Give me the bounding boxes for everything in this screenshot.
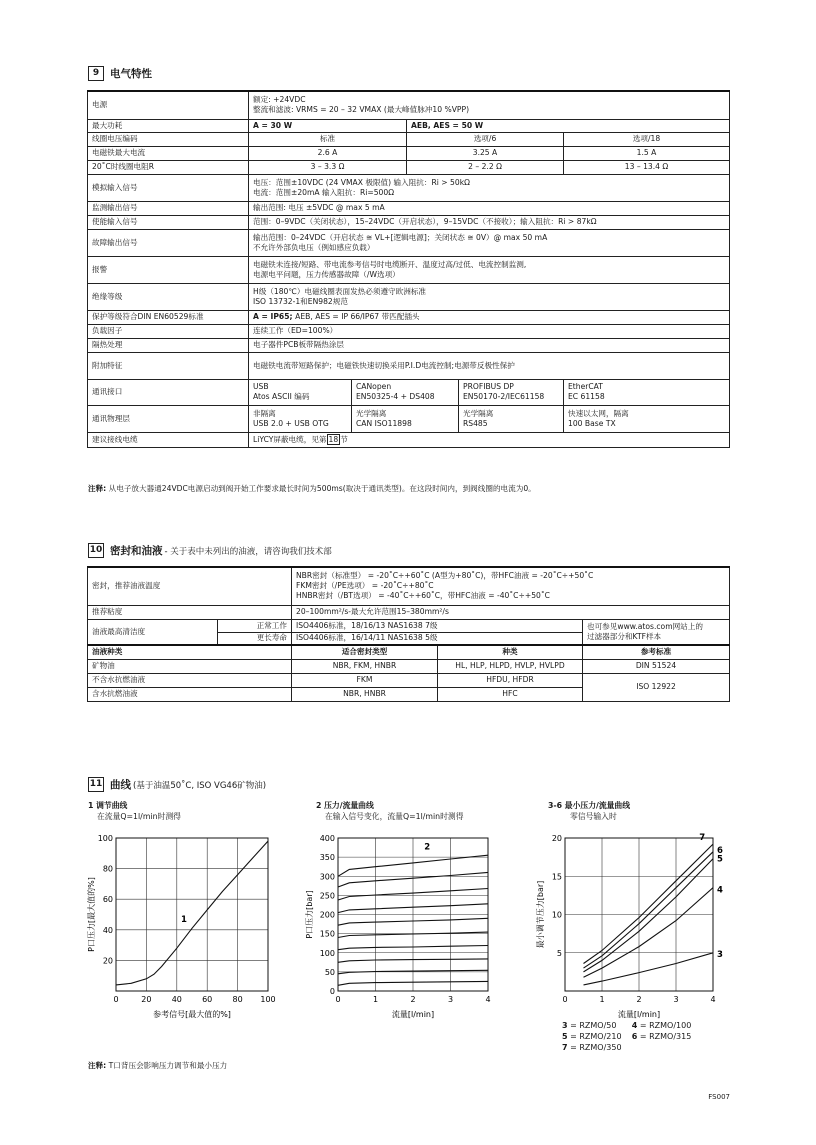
row-label: 建议接线电缆	[88, 432, 249, 447]
table-row	[88, 215, 730, 229]
y-tick-label: 350	[319, 853, 335, 863]
fluid-seal: NBR, HNBR	[292, 687, 438, 701]
y-tick-label: 100	[319, 948, 335, 958]
section-number: 10	[88, 543, 104, 558]
x-tick-label: 2	[410, 995, 416, 1004]
series-line	[584, 888, 714, 978]
x-tick-label: 100	[260, 995, 276, 1004]
electrical-table	[87, 90, 730, 448]
fluid-name: 矿物油	[88, 659, 292, 673]
table-row	[88, 605, 730, 619]
row-value: 选项/6	[407, 132, 564, 146]
regulation-chart	[82, 828, 282, 1023]
chart-3-legend: 3 = RZMO/50 4 = RZMO/100 5 = RZMO/210 6 = RZMO/315 7 = RZMO/350	[562, 1021, 692, 1052]
x-tick-label: 3	[447, 995, 454, 1004]
row-value: EtherCAT EC 61158	[564, 379, 730, 405]
section-number: 9	[88, 66, 104, 81]
document-code: FS007	[708, 1093, 730, 1101]
y-tick-label: 15	[551, 872, 562, 882]
table-row	[88, 659, 730, 673]
chart-2-caption: 2 压力/流量曲线 在输入信号变化，流量Q=1l/min时测得	[316, 801, 464, 821]
row-label: 密封，推荐油液温度	[88, 567, 292, 605]
x-tick-label: 40	[171, 995, 182, 1004]
row-value: A = 30 W	[249, 119, 407, 132]
row-label: 模拟输入信号	[88, 174, 249, 201]
table-row	[88, 338, 730, 352]
row-label: 隔热处理	[88, 338, 249, 352]
row-value: 电子器件PCB板带隔热涂层	[249, 338, 730, 352]
row-value: 也可参见www.atos.com网站上的 过滤器部分和KTF样本	[583, 619, 730, 645]
section-subtitle: - 关于表中未列出的油液，请咨询我们技术部	[164, 546, 332, 557]
section-subtitle: (基于油温50˚C, ISO VG46矿物油)	[133, 780, 267, 791]
y-tick-label: 20	[102, 956, 113, 966]
table-row	[88, 146, 730, 160]
row-label: 报警	[88, 256, 249, 283]
row-value: 选项/18	[564, 132, 730, 146]
fluid-class: HL, HLP, HLPD, HVLP, HVLPD	[438, 659, 583, 673]
table-row	[88, 174, 730, 201]
row-value: ISO4406标准，16/14/11 NAS1638 5级	[292, 632, 583, 645]
row-label: 绝缘等级	[88, 283, 249, 310]
x-tick-label: 2	[636, 995, 642, 1004]
x-tick-label: 0	[113, 995, 119, 1004]
y-tick-label: 40	[102, 925, 113, 935]
y-tick-label: 100	[97, 834, 113, 843]
section-title: 曲线	[110, 779, 131, 791]
row-label: 油液最高清洁度	[88, 619, 218, 645]
row-value: 1.5 A	[564, 146, 730, 160]
row-value: 电磁铁未连接/短路、带电流参考信号时电缆断开、温度过高/过低、电流控制监测, 电源电平问题，压力传感器故障（/W选项）	[249, 256, 730, 283]
section-10-heading	[88, 543, 332, 558]
row-value: 范围：0–9VDC（关闭状态），15–24VDC（开启状态），9–15VDC（不接收）；输入阻抗：Ri > 87kΩ	[249, 215, 730, 229]
y-tick-label: 200	[319, 910, 335, 920]
row-value: H级（180℃）电磁线圈表面发热必须遵守欧洲标准 ISO 13732-1和EN982规范	[249, 283, 730, 310]
row-value: NBR密封（标准型） = -20˚C÷+60˚C (A型为+80˚C)，带HFC油液 = -20˚C÷+50˚C FKM密封（/PE选项） = -20˚C÷+80˚C HNBR密封（/BT选项） = -40˚C÷+60˚C，带HFC油液 = -40˚C÷+50˚C	[292, 567, 730, 605]
row-label: 20˚C时线圈电阻R	[88, 160, 249, 174]
row-value: 输出范围: 电压 ±5VDC @ max 5 mA	[249, 201, 730, 215]
y-tick-label: 300	[319, 872, 335, 882]
y-tick-label: 80	[102, 864, 113, 874]
y-tick-label: 50	[324, 967, 335, 977]
x-tick-label: 0	[335, 995, 341, 1004]
chart-1-caption: 1 调节曲线 在流量Q=1l/min时测得	[88, 801, 181, 821]
row-value: 光学隔离 CAN ISO11898	[352, 405, 459, 432]
y-axis-label: P口压力[bar]	[305, 890, 314, 939]
row-value: 电压：范围±10VDC (24 VMAX 极限值) 输入阻抗：Ri > 50kΩ 电流：范围±20mA 输入阻抗：Ri=500Ω	[249, 174, 730, 201]
table-row	[88, 201, 730, 215]
row-value: 连续工作（ED=100%）	[249, 324, 730, 338]
row-value: 13 – 13.4 Ω	[564, 160, 730, 174]
section-reference[interactable]: 18	[328, 434, 339, 444]
section-number: 11	[88, 777, 104, 792]
series-line	[116, 841, 268, 985]
section-11-heading	[88, 777, 266, 792]
y-tick-label: 10	[551, 910, 562, 920]
series-label: 2	[424, 842, 431, 853]
column-header: 适合密封类型	[292, 645, 438, 659]
section-11-note: 注释: T口背压会影响压力调节和最小压力	[88, 1061, 228, 1070]
x-tick-label: 1	[599, 995, 605, 1004]
series-label: 7	[699, 833, 706, 844]
table-header-row	[88, 645, 730, 659]
y-axis-label: P口压力[最大值的%]	[87, 877, 96, 952]
y-tick-label: 400	[319, 834, 335, 843]
row-label: 线圈电压编码	[88, 132, 249, 146]
x-tick-label: 4	[710, 995, 716, 1004]
min-pressure-chart	[528, 828, 728, 1023]
row-value: 额定: +24VDC 整流和滤波: VRMS = 20 – 32 VMAX (最大峰值脉冲10 %VPP)	[249, 91, 730, 119]
row-label: 最大功耗	[88, 119, 249, 132]
row-label: 更长寿命	[218, 632, 292, 645]
fluid-class: HFC	[438, 687, 583, 701]
table-row	[88, 283, 730, 310]
column-header: 油液种类	[88, 645, 292, 659]
table-row	[88, 379, 730, 405]
row-value: PROFIBUS DP EN50170-2/IEC61158	[459, 379, 564, 405]
row-value: CANopen EN50325-4 + DS408	[352, 379, 459, 405]
row-value: 光学隔离 RS485	[459, 405, 564, 432]
x-axis-label: 流量[l/min]	[391, 1010, 435, 1019]
row-label: 电源	[88, 91, 249, 119]
row-value: 快速以太网，隔离 100 Base TX	[564, 405, 730, 432]
y-tick-label: 20	[551, 834, 562, 843]
y-axis-label: 最小调节压力[bar]	[536, 880, 545, 949]
row-value: 非隔离 USB 2.0 + USB OTG	[249, 405, 352, 432]
table-row	[88, 310, 730, 324]
x-tick-label: 0	[562, 995, 568, 1004]
row-label: 保护等级符合DIN EN60529标准	[88, 310, 249, 324]
row-value: 电磁铁电流带短路保护；电磁铁快速切换采用P.I.D电流控制;电源带反极性保护	[249, 352, 730, 379]
row-value: A = IP65; AEB, AES = IP 66/IP67 带匹配插头	[249, 310, 730, 324]
row-label: 通讯接口	[88, 379, 249, 405]
section-title: 密封和油液	[110, 545, 163, 557]
series-label: 4	[717, 885, 723, 896]
row-label: 电磁铁最大电流	[88, 146, 249, 160]
fluid-name: 含水抗燃油液	[88, 687, 292, 701]
series-label: 6	[717, 845, 723, 856]
x-tick-label: 80	[232, 995, 243, 1004]
row-value: 20–100mm²/s-最大允许范围15–380mm²/s	[292, 605, 730, 619]
x-tick-label: 20	[141, 995, 152, 1004]
y-tick-label: 150	[319, 929, 335, 939]
section-9-note: 注释: 从电子放大器通24VDC电源启动到阀开始工作要求最长时间为500ms(取决于通讯类型)。在这段时间内，到阀线圈的电流为0。	[88, 484, 536, 493]
row-label: 故障输出信号	[88, 229, 249, 256]
section-9-heading	[88, 66, 152, 81]
row-label: 使能输入信号	[88, 215, 249, 229]
table-row	[88, 619, 730, 632]
table-row	[88, 324, 730, 338]
x-tick-label: 60	[202, 995, 213, 1004]
table-row	[88, 405, 730, 432]
fluid-class: HFDU, HFDR	[438, 673, 583, 687]
table-row	[88, 567, 730, 605]
row-value: 2 – 2.2 Ω	[407, 160, 564, 174]
y-tick-label: 250	[319, 891, 335, 901]
table-row	[88, 229, 730, 256]
row-label: 监测输出信号	[88, 201, 249, 215]
row-label: 附加特征	[88, 352, 249, 379]
table-row	[88, 256, 730, 283]
series-line	[584, 844, 714, 963]
chart-3-caption: 3-6 最小压力/流量曲线 零信号输入时	[548, 801, 631, 821]
table-row	[88, 160, 730, 174]
series-label: 5	[717, 854, 723, 865]
table-row	[88, 91, 730, 119]
row-value: LiYCY屏蔽电缆，见第 18 节	[249, 432, 730, 447]
fluid-seal: NBR, FKM, HNBR	[292, 659, 438, 673]
series-label: 1	[180, 915, 187, 926]
row-value: ISO4406标准，18/16/13 NAS1638 7级	[292, 619, 583, 632]
section-title: 电气特性	[110, 68, 152, 80]
pressure-flow-chart	[300, 828, 500, 1023]
series-label: 3	[717, 949, 723, 960]
series-line	[584, 953, 714, 985]
table-row	[88, 132, 730, 146]
row-label: 通讯物理层	[88, 405, 249, 432]
row-value: 标准	[249, 132, 407, 146]
table-row	[88, 432, 730, 447]
row-label: 负载因子	[88, 324, 249, 338]
row-value: AEB, AES = 50 W	[407, 119, 730, 132]
row-value: 2.6 A	[249, 146, 407, 160]
fluid-name: 不含水抗燃油液	[88, 673, 292, 687]
row-label: 推荐粘度	[88, 605, 292, 619]
table-row	[88, 119, 730, 132]
row-label: 正常工作	[218, 619, 292, 632]
fluid-seal: FKM	[292, 673, 438, 687]
x-tick-label: 3	[673, 995, 679, 1004]
row-value: 输出范围：0–24VDC（开启状态 ≅ VL+[逻辑电源]；关闭状态 ≅ 0V）@ max 50 mA 不允许外部负电压（例如感应负载）	[249, 229, 730, 256]
table-row	[88, 352, 730, 379]
column-header: 参考标准	[583, 645, 730, 659]
row-value: 3 – 3.3 Ω	[249, 160, 407, 174]
y-tick-label: 5	[556, 948, 562, 958]
row-value: USB Atos ASCII 编码	[249, 379, 352, 405]
y-tick-label: 0	[329, 987, 335, 996]
x-tick-label: 4	[485, 995, 491, 1004]
x-axis-label: 参考信号[最大值的%]	[153, 1010, 231, 1019]
row-value: 3.25 A	[407, 146, 564, 160]
seals-fluids-table	[87, 566, 730, 702]
column-header: 种类	[438, 645, 583, 659]
y-tick-label: 60	[102, 895, 113, 905]
x-axis-label: 流量[l/min]	[617, 1010, 661, 1019]
table-row	[88, 673, 730, 687]
fluid-standard: DIN 51524	[583, 659, 730, 673]
series-line	[584, 852, 714, 968]
x-tick-label: 1	[372, 995, 379, 1004]
fluid-standard: ISO 12922	[583, 673, 730, 701]
plot-frame	[116, 838, 268, 991]
